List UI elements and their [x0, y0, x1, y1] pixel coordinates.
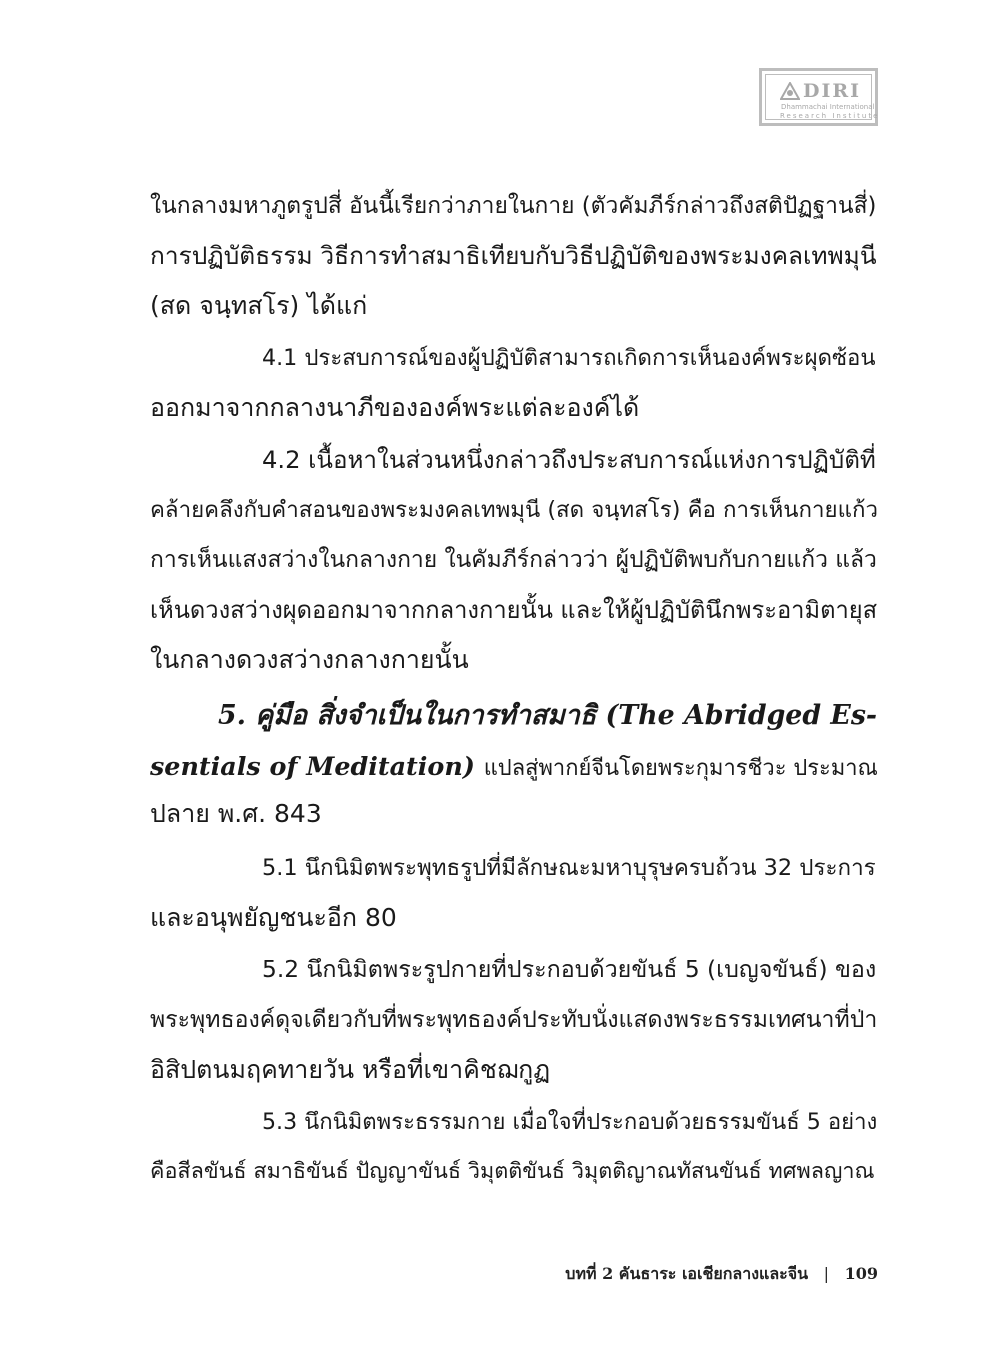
item-4-2-line: คล้ายคลึงกับคำสอนของพระมงคลเทพมุนี (สด จนฺทสโร) คือ การเห็นกายแก้ว	[150, 497, 878, 523]
diri-logo	[759, 68, 878, 126]
section-5-heading-date: ปลาย พ.ศ. 843	[150, 799, 322, 828]
logo-subtitle-1: Dhammachai International	[781, 103, 875, 111]
paragraph-line: ในกลางมหาภูตรูปสี่ อันนี้เรียกว่าภายในกาย (ตัวคัมภีร์กล่าวถึงสติปัฏฐานสี่)	[150, 193, 877, 219]
paragraph-line: (สด จนฺทสโร) ได้แก่	[150, 291, 368, 320]
item-4-2-line: 4.2 เนื้อหาในส่วนหนึ่งกล่าวถึงประสบการณ์แห่งการปฏิบัติที่	[262, 446, 876, 474]
section-5-heading-continued	[150, 748, 878, 787]
item-4-1-line: ออกมาจากกลางนาภีขององค์พระแต่ละองค์ได้	[150, 393, 640, 422]
item-5-2-line: อิสิปตนมฤคทายวัน หรือที่เขาคิชฌกูฏ	[150, 1055, 551, 1084]
section-5-heading-title-end: sentials of Meditation)	[150, 751, 475, 781]
logo-subtitle-2: Research Institute	[780, 112, 880, 120]
page-footer	[565, 1262, 878, 1287]
footer-separator: |	[823, 1264, 830, 1283]
item-5-2-line: 5.2 นึกนิมิตพระรูปกายที่ประกอบด้วยขันธ์ 5 (เบญจขันธ์) ของ	[262, 956, 877, 983]
section-5-heading: 5. คู่มือ สิ่งจำเป็นในการทำสมาธิ (The Abridged Es-	[218, 700, 878, 731]
item-4-2-line: เห็นดวงสว่างผุดออกมาจากกลางกายนั้น และให้ผู้ปฏิบัตินึกพระอามิตายุส	[150, 596, 878, 624]
item-5-1-line: 5.1 นึกนิมิตพระพุทธรูปที่มีลักษณะมหาบุรุษครบถ้วน 32 ประการ	[262, 855, 876, 881]
item-5-2-line: พระพุทธองค์ดุจเดียวกับที่พระพุทธองค์ประทับนั่งแสดงพระธรรมเทศนาที่ป่า	[150, 1007, 878, 1033]
item-5-3-line: 5.3 นึกนิมิตพระธรรมกาย เมื่อใจที่ประกอบด้วยธรรมขันธ์ 5 อย่าง	[262, 1109, 878, 1135]
footer-page-number: 109	[844, 1264, 878, 1283]
item-4-2-line: ในกลางดวงสว่างกลางกายนั้น	[150, 645, 469, 674]
item-4-1-line: 4.1 ประสบการณ์ของผู้ปฏิบัติสามารถเกิดการเห็นองค์พระผุดซ้อน	[262, 345, 876, 371]
paragraph-line: การปฏิบัติธรรม วิธีการทำสมาธิเทียบกับวิธีปฏิบัติของพระมงคลเทพมุนี	[150, 241, 877, 270]
dhammachai-emblem-icon	[780, 82, 800, 100]
footer-chapter: บทที่ 2 คันธาระ เอเชียกลางและจีน	[565, 1264, 809, 1283]
logo-title: DIRI	[803, 80, 862, 102]
item-5-1-line: และอนุพยัญชนะอีก 80	[150, 903, 397, 932]
section-5-heading-description: แปลสู่พากย์จีนโดยพระกุมารชีวะ ประมาณ	[483, 756, 878, 781]
item-5-3-line: คือสีลขันธ์ สมาธิขันธ์ ปัญญาขันธ์ วิมุตติขันธ์ วิมุตติญาณทัสนขันธ์ ทศพลญาณ	[150, 1159, 875, 1184]
item-4-2-line: การเห็นแสงสว่างในกลางกาย ในคัมภีร์กล่าวว่า ผู้ปฏิบัติพบกับกายแก้ว แล้ว	[150, 547, 877, 573]
diri-logo-frame	[765, 74, 880, 120]
